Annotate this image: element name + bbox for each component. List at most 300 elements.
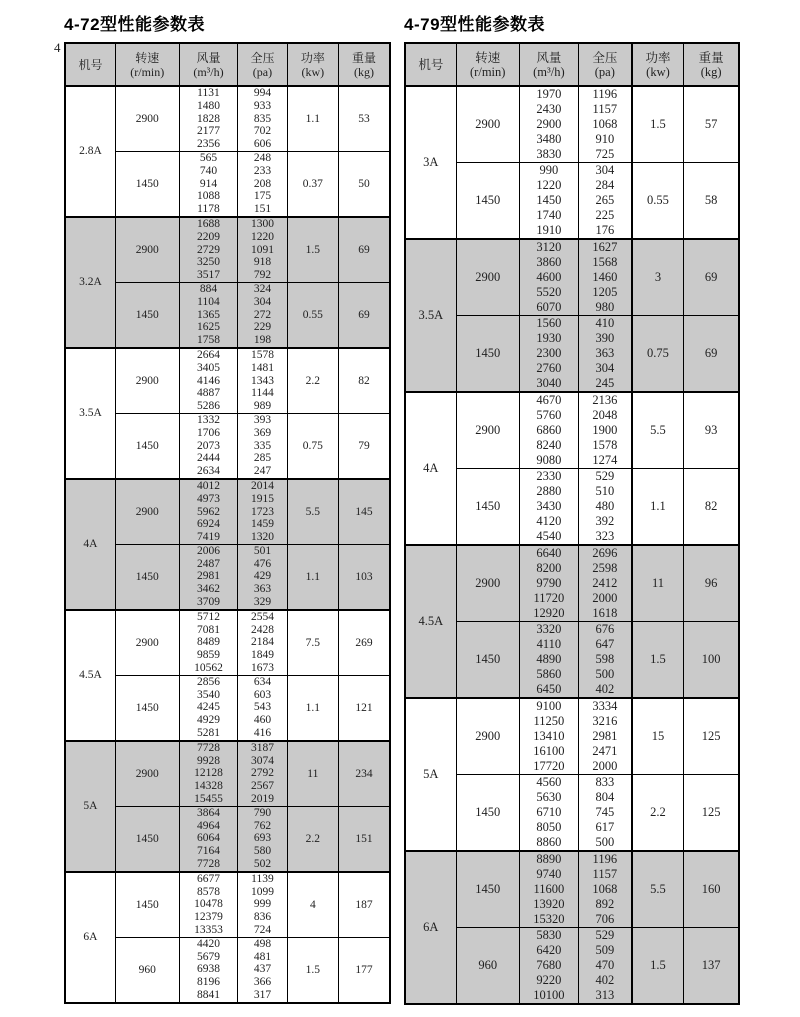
airflow-value: 10100: [533, 988, 565, 1002]
airflow-value: 3517: [196, 269, 220, 282]
model-cell: 4A: [405, 392, 456, 545]
table-row: [65, 86, 390, 151]
weight-cell: 125: [684, 775, 739, 852]
airflow-value: 4110: [536, 637, 562, 651]
airflow-value: 1560: [536, 316, 562, 330]
airflow-value: 2209: [196, 230, 220, 243]
pressure-value: 1578: [250, 348, 274, 361]
pressure-value: 724: [253, 924, 272, 936]
pressure-value: 1068: [592, 117, 618, 131]
speed-cell: 1450: [115, 872, 179, 937]
speed-cell: 1450: [456, 622, 519, 699]
pressure-cell: [579, 851, 632, 928]
pressure-value: 198: [253, 334, 272, 347]
airflow-value: 2880: [536, 484, 562, 498]
airflow-value: 1910: [536, 223, 562, 237]
airflow-value: 6710: [536, 805, 562, 819]
power-cell: 0.37: [287, 151, 338, 216]
table-row: [405, 545, 739, 622]
airflow-value: 565: [199, 151, 218, 164]
airflow-value: 9220: [536, 973, 562, 987]
airflow-cell: [179, 544, 238, 609]
speed-cell: 1450: [456, 163, 519, 240]
pressure-value: 392: [595, 514, 615, 528]
speed-cell: 1450: [456, 851, 519, 928]
pressure-value: 792: [253, 269, 272, 282]
speed-cell: 2900: [115, 348, 179, 413]
power-cell: 1.5: [632, 622, 684, 699]
column-label: 功率: [300, 50, 325, 65]
pressure-cell: [238, 86, 287, 151]
airflow-value: 884: [199, 282, 218, 295]
pressure-value: 229: [253, 321, 272, 334]
pressure-value: 1157: [592, 102, 618, 116]
column-label: 重量: [698, 50, 724, 65]
pressure-cell: [238, 282, 287, 347]
pressure-value: 2184: [250, 636, 274, 649]
pressure-value: 1220: [250, 230, 274, 243]
pressure-value: 994: [253, 87, 272, 99]
airflow-value: 15320: [533, 912, 565, 926]
airflow-value: 2634: [196, 465, 220, 478]
pressure-cell: [579, 775, 632, 852]
pressure-value: 2019: [250, 793, 274, 806]
column-unit: (m³/h): [193, 64, 224, 79]
table-row: [65, 610, 390, 675]
pressure-value: 725: [595, 147, 615, 161]
model-cell: 3.5A: [65, 348, 115, 479]
airflow-value: 2177: [196, 125, 220, 138]
column-unit: (r/min): [470, 64, 506, 79]
pressure-value: 1343: [250, 374, 274, 387]
pressure-value: 285: [253, 452, 272, 465]
airflow-value: 6640: [536, 546, 562, 560]
power-cell: 2.2: [632, 775, 684, 852]
pressure-value: 284: [595, 178, 615, 192]
weight-cell: 125: [684, 698, 739, 775]
weight-cell: 50: [339, 151, 390, 216]
speed-cell: 1450: [456, 469, 519, 546]
pressure-value: 1459: [250, 518, 274, 531]
airflow-value: 2330: [536, 469, 562, 483]
weight-cell: 121: [339, 675, 390, 740]
speed-cell: 2900: [456, 545, 519, 622]
airflow-value: 1104: [197, 295, 220, 308]
pressure-value: 762: [253, 819, 272, 832]
airflow-cell: [179, 872, 238, 937]
airflow-cell: [179, 610, 238, 675]
pressure-cell: [579, 622, 632, 699]
pressure-value: 836: [253, 911, 272, 924]
pressure-value: 225: [595, 208, 615, 222]
power-cell: 5.5: [632, 851, 684, 928]
airflow-value: 8578: [196, 885, 220, 898]
airflow-cell: [179, 741, 238, 806]
pressure-cell: [238, 610, 287, 675]
airflow-value: 1970: [536, 87, 562, 101]
airflow-value: 7728: [196, 858, 220, 871]
pressure-value: 410: [595, 316, 615, 330]
speed-cell: 2900: [115, 217, 179, 282]
weight-cell: 53: [339, 86, 390, 151]
power-cell: 1.5: [632, 86, 684, 163]
pressure-value: 2014: [250, 479, 274, 492]
airflow-value: 4560: [536, 775, 562, 789]
column-header-4: [287, 43, 338, 86]
table-row: [65, 741, 390, 806]
pressure-value: 598: [595, 652, 615, 666]
airflow-value: 5830: [536, 928, 562, 942]
airflow-value: 4600: [536, 270, 562, 284]
airflow-value: 4120: [536, 514, 562, 528]
airflow-value: 12920: [533, 606, 565, 620]
airflow-value: 6860: [536, 423, 562, 437]
column-header-1: [456, 43, 519, 86]
column-label: 机号: [78, 57, 103, 72]
power-cell: 1.1: [287, 544, 338, 609]
airflow-value: 3864: [196, 806, 220, 819]
airflow-value: 7081: [196, 623, 220, 636]
airflow-cell: [179, 348, 238, 413]
pressure-cell: [579, 545, 632, 622]
airflow-cell: [179, 413, 238, 478]
airflow-value: 5630: [536, 790, 562, 804]
column-label: 风量: [196, 50, 221, 65]
power-cell: 15: [632, 698, 684, 775]
airflow-cell: [179, 86, 238, 151]
airflow-value: 3540: [196, 688, 220, 701]
airflow-value: 2356: [196, 138, 220, 151]
pressure-value: 529: [595, 928, 615, 942]
airflow-value: 1365: [196, 308, 220, 321]
pressure-value: 1099: [250, 885, 274, 898]
airflow-cell: [519, 545, 578, 622]
airflow-value: 1688: [196, 217, 220, 230]
airflow-value: 8890: [536, 852, 562, 866]
pressure-value: 804: [595, 790, 615, 804]
pressure-value: 676: [595, 622, 615, 636]
power-cell: 0.75: [632, 316, 684, 393]
pressure-value: 835: [253, 112, 272, 125]
weight-cell: 79: [339, 413, 390, 478]
power-cell: 1.1: [287, 675, 338, 740]
airflow-value: 11600: [533, 882, 565, 896]
airflow-value: 6070: [536, 300, 562, 314]
pressure-value: 208: [253, 177, 272, 190]
airflow-value: 4929: [196, 714, 220, 727]
model-cell: 3.5A: [405, 239, 456, 392]
airflow-value: 914: [199, 177, 218, 190]
pressure-cell: [238, 544, 287, 609]
pressure-value: 2792: [250, 767, 274, 780]
pressure-value: 402: [595, 973, 615, 987]
airflow-value: 4420: [196, 937, 220, 950]
airflow-value: 1332: [196, 413, 220, 426]
column-header-0: [405, 43, 456, 86]
airflow-value: 14328: [194, 780, 223, 793]
airflow-value: 5286: [196, 400, 220, 413]
table-row: [65, 479, 390, 544]
pressure-cell: [238, 151, 287, 216]
table-row: [65, 872, 390, 937]
pressure-value: 500: [595, 835, 615, 849]
pressure-value: 647: [595, 637, 615, 651]
pressure-value: 910: [595, 132, 615, 146]
airflow-value: 6420: [536, 943, 562, 957]
pressure-cell: [238, 675, 287, 740]
airflow-value: 1740: [536, 208, 562, 222]
speed-cell: 2900: [115, 479, 179, 544]
power-cell: 4: [287, 872, 338, 937]
pressure-value: 470: [595, 958, 615, 972]
pressure-value: 402: [595, 682, 615, 696]
airflow-value: 3480: [536, 132, 562, 146]
pressure-value: 2412: [592, 576, 618, 590]
table-row: [405, 851, 739, 928]
power-cell: 2.2: [287, 806, 338, 871]
airflow-value: 1088: [196, 190, 220, 203]
speed-cell: 1450: [115, 282, 179, 347]
airflow-value: 3040: [536, 376, 562, 390]
pressure-cell: [579, 239, 632, 316]
airflow-value: 12128: [194, 767, 223, 780]
weight-cell: 103: [339, 544, 390, 609]
model-cell: 4.5A: [405, 545, 456, 698]
pressure-value: 543: [253, 701, 272, 714]
column-label: 转速: [475, 50, 501, 65]
model-cell: 6A: [405, 851, 456, 1004]
airflow-cell: [519, 239, 578, 316]
table-title: 4-79型性能参数表: [404, 15, 546, 34]
airflow-value: 5520: [536, 285, 562, 299]
pressure-value: 2554: [250, 610, 274, 623]
pressure-cell: [238, 217, 287, 282]
pressure-value: 2471: [592, 744, 618, 758]
pressure-value: 980: [595, 300, 615, 314]
airflow-value: 3830: [536, 147, 562, 161]
airflow-value: 2729: [196, 243, 220, 256]
airflow-value: 9859: [196, 649, 220, 662]
airflow-value: 2856: [196, 675, 220, 688]
pressure-cell: [579, 469, 632, 546]
airflow-value: 8200: [536, 561, 562, 575]
speed-cell: 2900: [115, 86, 179, 151]
airflow-value: 9740: [536, 867, 562, 881]
pressure-value: 1274: [592, 453, 618, 467]
pressure-value: 480: [595, 499, 615, 513]
pressure-value: 693: [253, 832, 272, 845]
column-header-0: [65, 43, 115, 86]
pressure-value: 369: [253, 426, 272, 439]
pressure-value: 509: [595, 943, 615, 957]
pressure-value: 1068: [592, 882, 618, 896]
pressure-value: 2598: [592, 561, 618, 575]
table-row: [405, 392, 739, 469]
column-unit: (kw): [301, 64, 325, 79]
airflow-value: 8050: [536, 820, 562, 834]
pressure-value: 498: [253, 937, 272, 950]
model-cell: 2.8A: [65, 86, 115, 217]
pressure-value: 2696: [592, 546, 618, 560]
pressure-value: 989: [253, 400, 272, 413]
pressure-value: 272: [253, 308, 272, 321]
weight-cell: 82: [684, 469, 739, 546]
column-unit: (r/min): [130, 64, 165, 79]
airflow-cell: [519, 163, 578, 240]
airflow-value: 5679: [196, 950, 220, 963]
airflow-value: 9080: [536, 453, 562, 467]
model-cell: 5A: [65, 741, 115, 872]
pressure-value: 892: [595, 897, 615, 911]
column-label: 风量: [536, 50, 562, 65]
pressure-value: 317: [253, 988, 272, 1001]
column-header-5: [339, 43, 390, 86]
pressure-value: 2981: [592, 729, 618, 743]
airflow-cell: [519, 698, 578, 775]
airflow-value: 11250: [533, 714, 565, 728]
airflow-value: 4012: [196, 479, 220, 492]
pressure-value: 247: [253, 465, 272, 478]
weight-cell: 69: [684, 316, 739, 393]
airflow-value: 990: [539, 163, 559, 177]
airflow-cell: [519, 469, 578, 546]
pressure-value: 304: [595, 163, 615, 177]
pressure-value: 501: [253, 544, 272, 557]
weight-cell: 58: [684, 163, 739, 240]
weight-cell: 187: [339, 872, 390, 937]
pressure-value: 1300: [250, 217, 274, 230]
column-unit: (kg): [700, 64, 722, 79]
pressure-value: 1157: [592, 867, 618, 881]
airflow-value: 8196: [196, 976, 220, 989]
performance-table-4-72: [64, 42, 391, 1004]
speed-cell: 960: [115, 937, 179, 1002]
weight-cell: 137: [684, 928, 739, 1005]
airflow-value: 2487: [196, 557, 220, 570]
pressure-value: 999: [253, 898, 272, 911]
airflow-value: 2430: [536, 102, 562, 116]
column-header-2: [519, 43, 578, 86]
power-cell: 5.5: [632, 392, 684, 469]
table-row: [65, 348, 390, 413]
column-header-5: [684, 43, 739, 86]
airflow-value: 4887: [196, 387, 220, 400]
column-header-3: [579, 43, 632, 86]
pressure-value: 1091: [250, 243, 274, 256]
pressure-value: 1460: [592, 270, 618, 284]
pressure-value: 476: [253, 557, 272, 570]
pressure-value: 3074: [250, 754, 274, 767]
speed-cell: 1450: [456, 316, 519, 393]
pressure-value: 1900: [592, 423, 618, 437]
airflow-value: 3430: [536, 499, 562, 513]
airflow-cell: [519, 775, 578, 852]
pressure-value: 918: [253, 256, 272, 269]
airflow-value: 1480: [196, 99, 220, 112]
weight-cell: 145: [339, 479, 390, 544]
column-unit: (pa): [252, 64, 273, 79]
pressure-value: 1915: [250, 492, 274, 505]
power-cell: 1.5: [287, 937, 338, 1002]
airflow-value: 5860: [536, 667, 562, 681]
airflow-value: 8860: [536, 835, 562, 849]
pressure-cell: [238, 348, 287, 413]
airflow-value: 11720: [533, 591, 565, 605]
power-cell: 2.2: [287, 348, 338, 413]
airflow-value: 9928: [196, 754, 220, 767]
airflow-value: 13920: [533, 897, 565, 911]
column-header-3: [238, 43, 287, 86]
model-cell: 4.5A: [65, 610, 115, 741]
airflow-value: 1178: [197, 203, 220, 216]
pressure-cell: [579, 392, 632, 469]
weight-cell: 151: [339, 806, 390, 871]
pressure-value: 3187: [250, 741, 274, 754]
airflow-value: 740: [199, 164, 218, 177]
performance-table-4-79: [404, 42, 740, 1005]
pressure-value: 393: [253, 413, 272, 426]
pressure-value: 2000: [592, 759, 618, 773]
column-unit: (pa): [594, 64, 615, 79]
pressure-value: 706: [595, 912, 615, 926]
pressure-value: 248: [253, 151, 272, 164]
airflow-cell: [519, 86, 578, 163]
pressure-value: 3334: [592, 699, 618, 713]
pressure-cell: [579, 163, 632, 240]
airflow-value: 8841: [196, 988, 220, 1001]
table-4-79: [404, 10, 742, 1005]
pressure-cell: [579, 316, 632, 393]
airflow-cell: [519, 392, 578, 469]
airflow-value: 3860: [536, 255, 562, 269]
pressure-cell: [238, 413, 287, 478]
airflow-value: 4890: [536, 652, 562, 666]
airflow-value: 15455: [194, 793, 223, 806]
pressure-value: 329: [253, 596, 272, 609]
weight-cell: 82: [339, 348, 390, 413]
airflow-value: 4973: [196, 492, 220, 505]
pressure-value: 702: [253, 125, 272, 138]
pressure-value: 502: [253, 858, 272, 871]
column-header-4: [632, 43, 684, 86]
pressure-value: 3216: [592, 714, 618, 728]
pressure-value: 634: [253, 675, 272, 688]
pressure-value: 1205: [592, 285, 618, 299]
airflow-value: 2073: [196, 439, 220, 452]
weight-cell: 69: [339, 282, 390, 347]
airflow-value: 2006: [196, 544, 220, 557]
airflow-cell: [179, 806, 238, 871]
weight-cell: 93: [684, 392, 739, 469]
speed-cell: 1450: [115, 806, 179, 871]
pressure-cell: [238, 872, 287, 937]
pressure-value: 1849: [250, 649, 274, 662]
power-cell: 1.5: [632, 928, 684, 1005]
pressure-value: 2048: [592, 408, 618, 422]
airflow-value: 4964: [196, 819, 220, 832]
airflow-value: 7728: [196, 741, 220, 754]
airflow-value: 5281: [196, 727, 220, 740]
pressure-value: 2136: [592, 393, 618, 407]
model-cell: 5A: [405, 698, 456, 851]
weight-cell: 100: [684, 622, 739, 699]
airflow-value: 1220: [536, 178, 562, 192]
pressure-value: 481: [253, 950, 272, 963]
column-unit: (kg): [354, 64, 375, 79]
airflow-value: 8489: [196, 636, 220, 649]
pressure-value: 265: [595, 193, 615, 207]
weight-cell: 160: [684, 851, 739, 928]
